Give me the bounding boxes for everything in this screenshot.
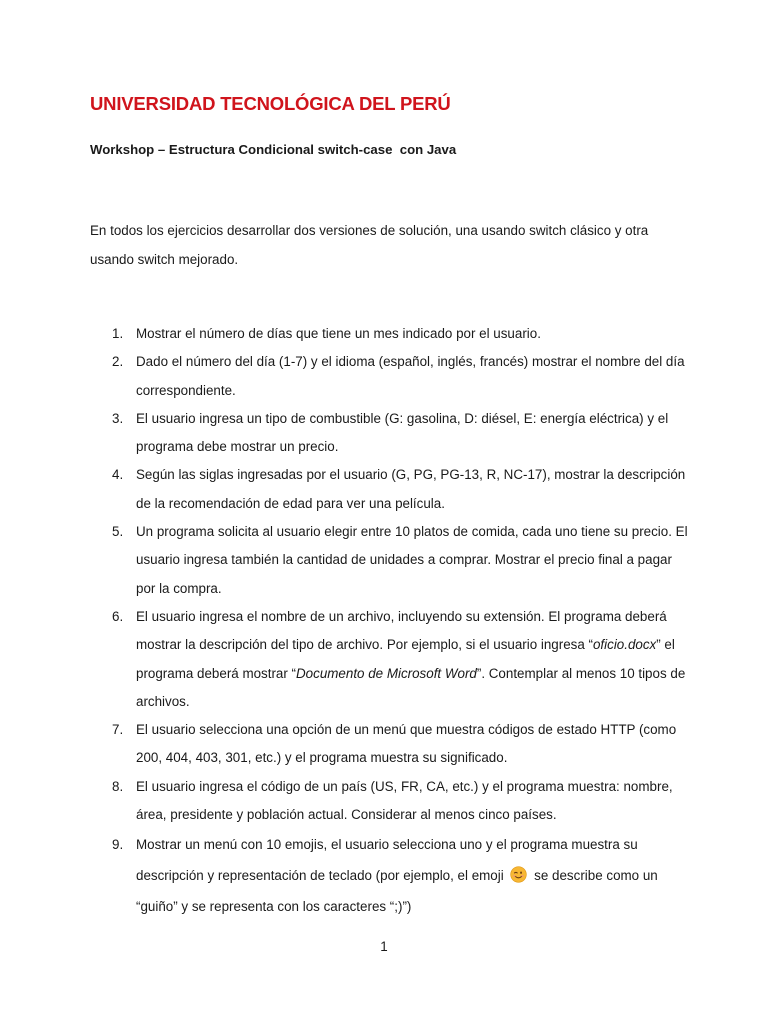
- exercise-number: 6.: [112, 608, 124, 624]
- exercise-text-part: Mostrar un menú con 10 emojis, el usuario selecciona uno y el programa muestra su descripción y representación de teclado (por ejemplo, el emoji: [136, 837, 638, 884]
- exercise-item-9: [90, 829, 690, 922]
- exercise-item-7: [90, 716, 690, 773]
- exercise-text: El usuario ingresa un tipo de combustible (G: gasolina, D: diésel, E: energía eléctrica) y el programa debe mostrar un precio.: [136, 410, 669, 455]
- exercise-text-part: El usuario ingresa el nombre de un archivo, incluyendo su extensión. El programa deberá mostrar la descripción del tipo de archivo. Por ejemplo, si el usuario ingresa “: [136, 608, 667, 653]
- exercise-number: 3.: [112, 410, 124, 426]
- exercise-text: El usuario ingresa el código de un país (US, FR, CA, etc.) y el programa muestra: nombre, área, presidente y población actual. Considerar al menos cinco países.: [136, 778, 673, 823]
- exercise-item-3: [90, 405, 690, 462]
- exercise-item-2: [90, 348, 690, 405]
- exercise-text: Mostrar el número de días que tiene un mes indicado por el usuario.: [136, 326, 541, 341]
- exercise-number: 2.: [112, 354, 124, 370]
- winking-face-emoji-icon: [510, 866, 527, 883]
- exercise-number: 9.: [112, 837, 124, 853]
- exercise-text-part: se describe como un “guiño” y se representa con los caracteres “;)”): [136, 868, 658, 915]
- workshop-subtitle: Workshop – Estructura Condicional switch-case con Java: [90, 142, 457, 157]
- exercise-list: [90, 320, 690, 922]
- exercise-item-1: [90, 320, 690, 348]
- exercise-number: 7.: [112, 722, 124, 738]
- university-title: UNIVERSIDAD TECNOLÓGICA DEL PERÚ: [90, 93, 451, 114]
- exercise-text: Dado el número del día (1-7) y el idioma (español, inglés, francés) mostrar el nombre del día correspondiente.: [136, 354, 685, 398]
- exercise-number: 8.: [112, 778, 124, 794]
- exercise-text: Un programa solicita al usuario elegir entre 10 platos de comida, cada uno tiene su precio. El usuario ingresa también la cantidad de unidades a comprar. Mostrar el precio final a pagar por la compra.: [136, 524, 688, 596]
- page-number: 1: [380, 939, 388, 954]
- example-file-description: Documento de Microsoft Word: [296, 665, 477, 681]
- exercise-item-6: [90, 603, 690, 716]
- exercise-text-part: ” el programa deberá mostrar “: [136, 637, 675, 681]
- exercise-item-4: [90, 461, 690, 518]
- exercise-number: 1.: [112, 326, 124, 341]
- exercise-item-5: [90, 518, 690, 603]
- exercise-text-part: ”. Contemplar al menos 10 tipos de archivos.: [136, 665, 686, 709]
- exercise-text: El usuario selecciona una opción de un menú que muestra códigos de estado HTTP (como 200, 404, 403, 301, etc.) y el programa muestra su significado.: [136, 722, 677, 766]
- example-file-name: oficio.docx: [592, 637, 657, 653]
- exercise-item-8: [90, 773, 690, 830]
- exercise-text: Según las siglas ingresadas por el usuario (G, PG, PG-13, R, NC-17), mostrar la descripción de la recomendación de edad para ver una película.: [136, 467, 686, 511]
- intro-paragraph: En todos los ejercicios desarrollar dos versiones de solución, una usando switch clásico y otra usando switch mejorado.: [90, 223, 649, 267]
- exercise-number: 5.: [112, 524, 124, 540]
- exercise-number: 4.: [112, 467, 124, 483]
